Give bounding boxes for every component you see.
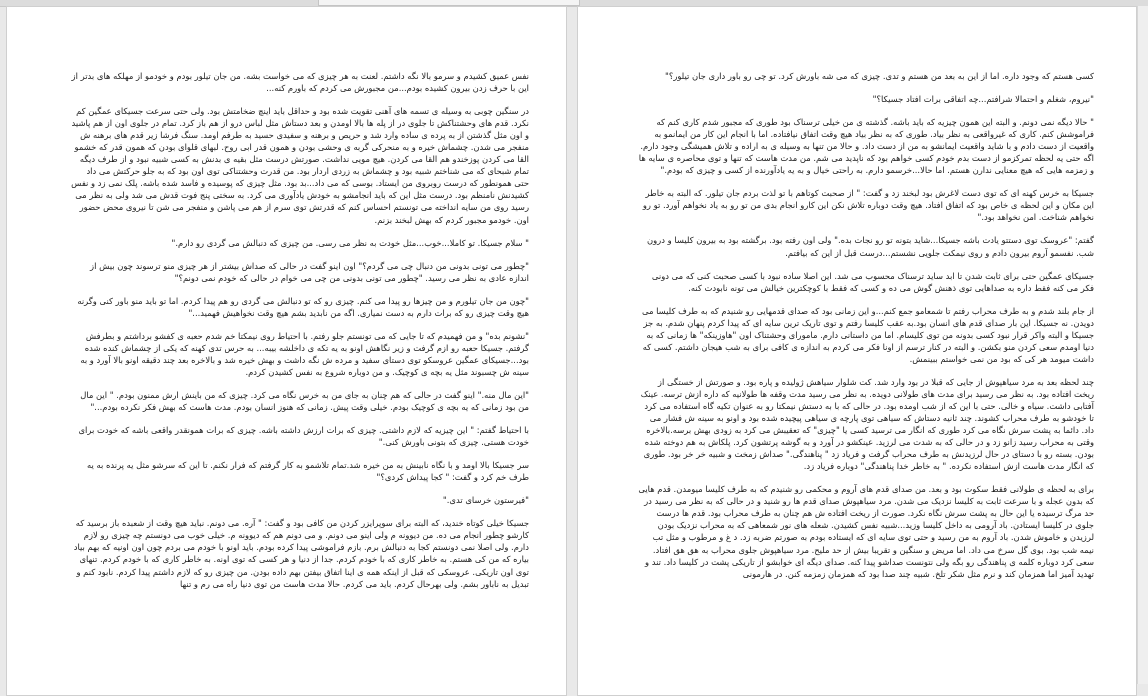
paragraph: "فیرستون خرسای تدی." <box>442 495 529 506</box>
document-page-left <box>6 6 567 696</box>
paragraph: نفس عمیق کشیدم و سرمو بالا نگه داشتم. لعنت به هر چیزی که می خواست بشه. من جان تیلور بودم و خودمو از مهلکه های بدتر از این با حرف زدن بیرون کشیده بودم...من مجبورش می کردم که باورم کنه... <box>71 71 529 94</box>
paragraph: گفتم: "عروسک توی دستتو یادت باشه جسیکا...شاید بتونه تو رو نجات بده." ولی اون رفته بود. برگشته بود به بیرون کلیسا و درون شب. نفسمو آروم بیرون دادم و روی نیمکت جلویی نشستم...درست قبل از این که بیافتم. <box>646 235 1094 258</box>
page-text-column <box>638 70 1094 591</box>
paragraph: " حالا دیگه نمی دونم. و البته این همون چیزیه که باید باشه. گذشته ی من خیلی ترسناک بود طوری که مجبور شدم کاری کنم که فراموشش کنم. کاری که غیرواقعی به نظر بیاد. طوری که به نظر بیاد هیچ وقت اتفاق نیافتاده. اما با انجام این کار من ایمانمو به واقعیت از دست دادم و با شاید واقعیت ایمانشو به من از دست داد. و حالا من تنها به وسیله ی به اراده و تلاش همیشگی وجود دارم. اگه حتی یه لحظه تمرکزمو از دست بدم خودم کسی خواهم بود که ناپدید می شم. من مدت هاست که تنها و توی محاصره ی سایه ها و زمزمه هایی که هیچ معنایی ندارن هستم. اما حالا...خرسمو دارم. به راحتی خیال و به یه یادآورنده از کسی و چیزی که بودم." <box>638 117 1094 176</box>
paragraph: سر جسیکا بالا اومد و با نگاه نابینش به من خیره شد.تمام تلاشمو به کار گرفتم که فرار نکنم. تا این که سرشو مثل یه پرنده به یه طرف خم کرد و گفت: " کجا پیداش کردی؟" <box>86 460 529 483</box>
paragraph: کسی هستم که وجود داره. اما از این به بعد من هستم و تدی. چیزی که می شه باورش کرد. تو چی رو باور داری جان تیلور؟" <box>665 71 1094 81</box>
paragraph: با احتیاط گفتم: " این چیزیه که لازم داشتی. چیزی که برات ارزش داشته باشه. چیزی که برات همونقدر واقعی باشه که خودت برای خودت هستی. چیزی که بتونی باورش کنی." <box>78 425 529 448</box>
paragraph: برای به لحظه ی طولانی فقط سکوت بود و بعد. من صدای قدم های آروم و محکمی رو شنیدم که به طرف کلیسا میومدن. قدم هایی که بدون عجله و با سرعت ثابت به کلیسا نزدیک می شدن. مرد سیاهپوش صدای قدم ها رو شنید و در حالی که به نظر می رسید در حد مرگ ترسیده یا این حال به پشت سرش نگاه نکرد. صورت از ریخت افتاده ش هم چنان به طرف محراب بود. قدم ها درست جلوی در کلیسا ایستادن. باد آرومی به داخل کلیسا وزید...شبیه نفس کشیدن. شعله های نور شمعاهی که به محراب نزدیک بودن لرزیدن و خاموش شدن. باد آروم به من رسید و حتی توی سایه ای که ایستاده بودم به صورتم ضربه زد. د غ و مرطوب و مثل تب نیمه شب بود. بوی گل سرخ می داد. اما مریض و سنگین و تقریبا بیش از حد ملیح. مرد سیاهپوش جلوی محراب به هق هق افتاد. سعی کرد دوباره کلمه ی پناهندگی رو بگه ولی نتونست صداشو پیدا کنه. صدای دیگه ای خوابشو از تاریکی پشت در کلیسا داد. تند و تهدید آمیز اما همزمان کند و نرم مثل شکر تلخ. شبیه چند صدا بود که همزمان زمزمه کنن. در هارمونی <box>638 484 1094 579</box>
paragraph: در سنگین چوبی به وسیله ی تسمه های آهنی تقویت شده بود و حداقل باید اینچ ضخامتش بود. ولی حتی سرعت جسیکای عمگین کم نکرد. قدم های وحشتناکش تا جلوی در از پله ها بالا اومدن و بعد دستاش مثل لباس درو از هم باز کرد. تمام در جلوی اون از هم پاشید و اون مثل گذشتن از به پرده ی ساده وارد شد و حریص و برهنه و سفیدی حسید به طرفم اومد. سنگ فرشا زیر قدم های برهنه ش منفجر می شدن. چشماش خیره و به منحرکی گربه ی وحشی بودن و همون قدر ابی روح. لبهای قلوای بودن که همون قدر که خشمو القا می کردن پوزخندو هم القا می کردن. هیچ مویی نداشت. صورتش درست مثل بقیه ی بدنش به کسی شبیه نبود و از طرف دیگه تمام شبحای که می شناختم شبیه بود و چشماش به زردی اردار بود. من قدرت وحشتناکی توی اون بود که به جلو حرکتش می داد حتی همونطور که درست روبروی من ایستاد. بوسی که می داد...بد بود. مثل چیزی که پوسیده و فاسد شده باشه. پلک نمی زد و نفس کشیدنش نامنظم بود. درست مثل این که باید انجامشو به خودش یادآوری می کرد. به سختی پنج فوت قدش می شد ولی به نظر می رسید روی من سایه انداخته می تونستم احساس کنم که قدرتش توی سرم از هم می پاشن و منفجر می شن تا نیروی محض حضور اون. خودمو مجبور کردم که بهش لبخند بزنم. <box>71 106 529 225</box>
paragraph: " سلام جسیکا. تو کاملا...خوب...مثل خودت به نظر می رسی. من چیزی که دنبالش می گردی رو دارم." <box>171 237 529 248</box>
paragraph: "این مال منه." اینو گفت در حالی که هم چنان به جای من به خرس نگاه می کرد. چیزی که من باینش ارش ممنون بودم. " این مال من بود زمانی که یه بچه ی کوچیک بودم. خیلی وقت پیش. زمانی که هنوز انسان بودم. مدت هاست که بهش فکر نکرده بودم..." <box>80 389 529 413</box>
paragraph: "نیروم، شغلم و احتمالا شرافتم...چه اتفاقی برات افتاد جسیکا؟" <box>872 94 1094 105</box>
paragraph: "چون من جان تیلورم و من چیزها رو پیدا می کنم. چیزی رو که تو دنبالش می گردی رو هم پیدا کردم. اما تو باید منو باور کنی وگرنه هیچ وقت چیزی رو که برات دارم به دست نمیاری. اگه من نابدید بشم هیچ وقت نخواهیش فهمید..." <box>77 295 529 318</box>
document-page-right <box>577 6 1137 696</box>
paragraph: "نشونم بده" و من فهمیدم که تا جایی که می تونستم جلو رفتم. با احتیاط روی نیمکتا خم شدم حعبه ی کفشو برداشتم و بطرفش گرفتم. جسیکا حعبه رو ازم گرفت و زیر نگاهش اونو به یه تکه ی داخلشه بیبه... به حرس تدی کهنه که یکی از چشماش کنده شده بود...جسیکای عمگین عروسکو توی دستای سفید و مرده ش نگه داشت و بهش خیره شد و بالاخره بعد چند دقیقه اونو بالا آورد و به سینه ش چسبوند مثل یه بچه ی کوچیک. و من دوباره شروع به نفس کشیدن کردم. <box>80 330 529 377</box>
paragraph: از جام بلند شدم و به طرف محراب رفتم تا شمعامو جمع کنم...و این زمانی بود که صدای قدمهایی رو شنیدم که به طرف کلیسا می دویدن. نه جسیکا. این بار صدای قدم های انسان بود.به عقب کلیسا رفتم و توی تاریک ترین سایه ای که پیدا کردم پنهان شدم. به جز جسیکا و البته واکر قرار نبود کسی بدونه من توی کلیسام. اما من داستانی دارم. مامورای وحشتناک اون "هاوزینکه" ها زمانی که به دنیا اومدم سعی کردن منو بکشن. و البته در کنار ترسم از اونا فکر می کردم به اندازه ی کافی برای به شب هیجان داشتم. کسی که داشت میومد هر کی که بود من نمی خواستم ببینمش. <box>642 305 1094 364</box>
page-text-column <box>71 70 529 601</box>
paragraph: جسیکا خیلی کوتاه خندید، که البته برای سوپرایزر کردن من کافی بود و گفت: " آره. می دونم. نباید هیچ وقت از شعبده باز برسید که کارشو چطور انجام می ده. من دیوونه م ولی اینو می دونم. و می دونم هم که دیوونه م. خیلی خوب می دونستم چه چیزی رو لازم دارم. ولی اصلا نمی دونستم کجا به دنبالش برم. بازم فراموشی پیدا کرده بودم. باید اونو با خودم می بردم چون اون اونیه که بهم بیاد بیاره که من کی هستم. به خاطر کاری که با خودم کردم. جدا از دنیا و هر کسی که توی اونه. به خاطر کاری که با خودم کردم. تنهای توی اون تاریکی. عروسکی که قبل از اینکه همه ی اینا اتفاق بیفتن بهم داده بودن. من چیزی رو که لازم داشتم پیدا کردم. نابود کنم و تبدیل به ناباور بشم. ولی بهرحال کردم. باید می کردم. حالا مدت هاست من توی دنیا راه می رم و تنها <box>73 518 529 589</box>
paragraph: "چطور می تونی بدونی من دنبال چی می گردم؟" اون اینو گفت در حالی که صداش بیشتر از هر چیزی منو ترسوند چون بیش از اندازه عادی به نظر می رسید. "چطور می تونی بدونی من چی می خوام در حالی که خودم نمی دونم؟" <box>90 260 529 283</box>
paragraph: جسیکا به خرس کهنه ای که توی دست لاغرش بود لبخند زد و گفت: " از صحبت کوتاهم با تو لذت بردم جان تیلور. که البته به خاطر این مکان و این لحظه ی خاص بود که اتفاق افتاد. هیچ وقت دوباره تلاش نکن این کارو انجام بدی من تو رو به یاد نخواهم آورد. تو رو نخواهم شناخت. امن نخواهد بود." <box>642 188 1094 223</box>
paragraph: چند لحظه بعد به مرد سیاهپوش از جایی که قبلا در بود وارد شد. کت شلوار سیاهش ژولیده و پاره بود. و صورتش از خستگی از ریخت افتاده بود. به نظر می رسید برای مدت های طولانی دویده. به نظر می رسید مدت وقفه ها طولانیه که داره ازش ترسه. عینک آفتابی داشت. سیاه و خالی. حتی با این که از شب اومده بود. در حالی که با به دستش نیمکتا رو به عنوان تکیه گاه استفاده می کرد تا خودشو به طرف محراب کشوند. چند ثانیه دستاش که سیاهی توی پارچه ی سیاهی پیچیده شده بود و اونو به سینه ش فشار می داد. دائما به پشت سرش نگاه می کرد طوری که انگار می ترسید کسی یا "چیزی" که تعقیبش می کرد به زودی بهش برسه.بالاخره وقتی به محراب رسید زانو زد و در حالی که به شدت می لرزید. عینکشو در آورد و به گوشه پرتشون کرد. پلکاش به هم دوخته شده بودن. بسته رو با دستای در حال لرزیدنش به طرف محراب گرفت و فریاد زد " پناهندگی." صداش زمخت و شبیه خر خر بود. طوری که انگار مدت هاست ازش استفاده نکرده. " به خاطر خدا پناهندگی" دوباره فریاد زد. <box>640 376 1094 472</box>
paragraph: جسیکای عمگین حتی برای ثابت شدن تا ابد ساید ترسناک محسوب می شد. این اصلا ساده نبود با کسی صحبت کنی که می دونی فکر می کنه فقط داره به صداهایی توی ذهنش گوش می ده و کسی که فقط با کوچکترین خیالش می تونه نابودت کنه. <box>651 270 1094 293</box>
vertical-scrollbar[interactable] <box>1137 6 1148 684</box>
